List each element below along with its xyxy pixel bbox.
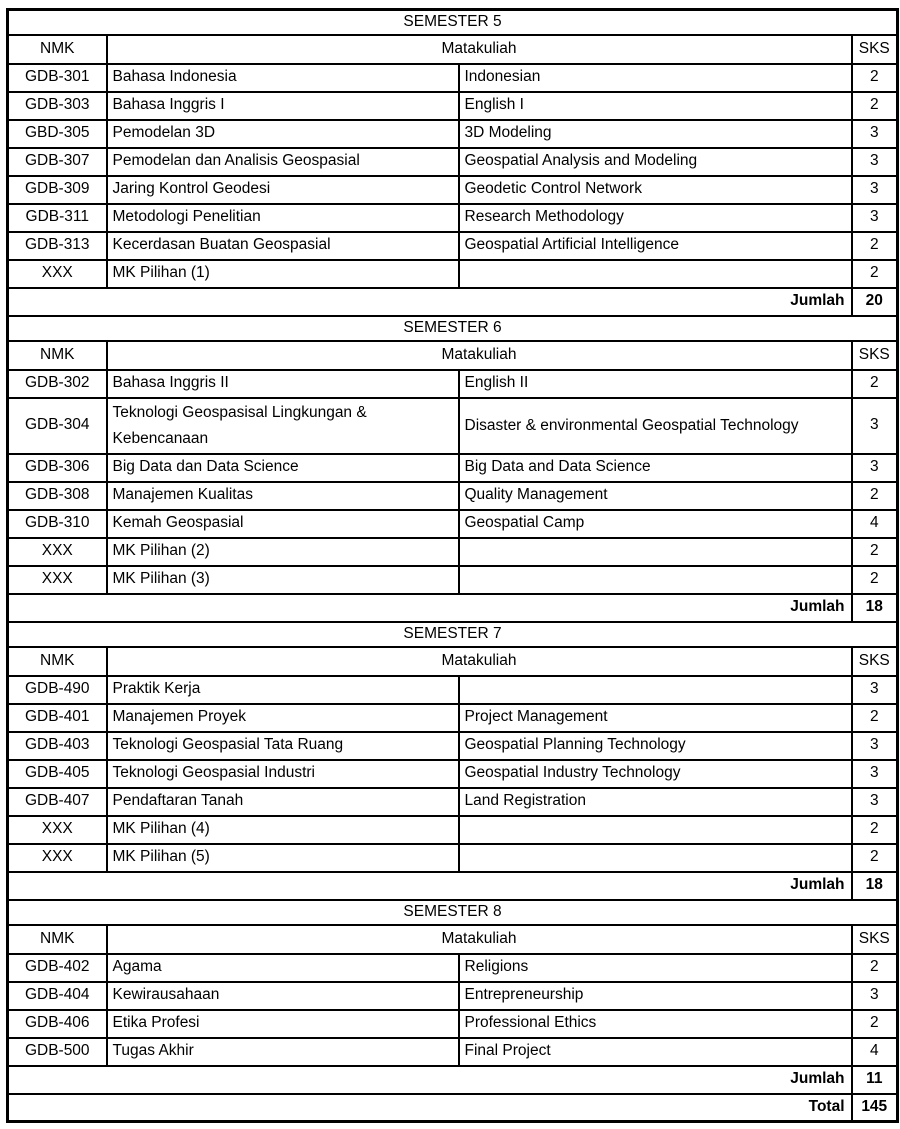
course-row (8, 982, 898, 1010)
course-name-en-cell (459, 566, 852, 594)
course-sks-cell: 2 (852, 232, 898, 260)
course-sks-cell: 3 (852, 676, 898, 704)
course-row (8, 816, 898, 844)
jumlah-label-cell: Jumlah (8, 1066, 852, 1094)
total-value-cell: 145 (852, 1094, 898, 1122)
course-name-id-cell: Praktik Kerja (107, 676, 459, 704)
sks-column-header: SKS (852, 925, 898, 954)
course-name-id-cell: Teknologi Geospasial Tata Ruang (107, 732, 459, 760)
curriculum-table (6, 8, 899, 1123)
course-code-cell: GDB-406 (8, 1010, 107, 1038)
course-name-en-cell: Geospatial Planning Technology (459, 732, 852, 760)
course-row (8, 844, 898, 872)
course-sks-cell: 4 (852, 510, 898, 538)
semester-title: SEMESTER 6 (8, 316, 898, 341)
nmk-column-header: NMK (8, 341, 107, 370)
course-name-id-cell: Tugas Akhir (107, 1038, 459, 1066)
matakuliah-column-header: Matakuliah (107, 35, 852, 64)
course-name-en-cell: Disaster & environmental Geospatial Technology (459, 398, 852, 454)
course-name-id-cell: MK Pilihan (1) (107, 260, 459, 288)
course-name-id-cell: Kewirausahaan (107, 982, 459, 1010)
course-name-en-cell (459, 538, 852, 566)
course-sks-cell: 3 (852, 398, 898, 454)
course-code-cell: GDB-405 (8, 760, 107, 788)
course-code-cell: GDB-301 (8, 64, 107, 92)
total-label-cell: Total (8, 1094, 852, 1122)
course-name-en-cell: English I (459, 92, 852, 120)
course-code-cell: GDB-307 (8, 148, 107, 176)
course-sks-cell: 2 (852, 954, 898, 982)
course-row (8, 1038, 898, 1066)
course-row (8, 676, 898, 704)
sks-column-header: SKS (852, 341, 898, 370)
total-row (8, 1094, 898, 1122)
column-header-row (8, 925, 898, 954)
column-header-row (8, 341, 898, 370)
course-sks-cell: 2 (852, 538, 898, 566)
course-row (8, 954, 898, 982)
course-row (8, 1010, 898, 1038)
matakuliah-column-header: Matakuliah (107, 925, 852, 954)
course-row (8, 760, 898, 788)
course-name-id-cell: Pemodelan 3D (107, 120, 459, 148)
course-sks-cell: 2 (852, 64, 898, 92)
course-code-cell: XXX (8, 816, 107, 844)
course-row (8, 566, 898, 594)
course-row (8, 732, 898, 760)
course-name-en-cell: English II (459, 370, 852, 398)
course-sks-cell: 2 (852, 482, 898, 510)
jumlah-value-cell: 18 (852, 872, 898, 900)
sks-column-header: SKS (852, 647, 898, 676)
course-row (8, 538, 898, 566)
course-row (8, 64, 898, 92)
course-code-cell: XXX (8, 844, 107, 872)
course-name-id-cell: Bahasa Inggris II (107, 370, 459, 398)
nmk-column-header: NMK (8, 647, 107, 676)
course-code-cell: XXX (8, 566, 107, 594)
course-name-en-cell: Indonesian (459, 64, 852, 92)
course-name-id-cell: Bahasa Indonesia (107, 64, 459, 92)
course-name-en-cell: Geospatial Industry Technology (459, 760, 852, 788)
course-code-cell: GDB-304 (8, 398, 107, 454)
semester-title: SEMESTER 8 (8, 900, 898, 925)
course-row (8, 204, 898, 232)
course-name-id-cell: Manajemen Proyek (107, 704, 459, 732)
jumlah-row (8, 872, 898, 900)
course-name-id-cell: Big Data dan Data Science (107, 454, 459, 482)
course-sks-cell: 4 (852, 1038, 898, 1066)
course-sks-cell: 2 (852, 566, 898, 594)
course-code-cell: XXX (8, 260, 107, 288)
course-name-id-cell: MK Pilihan (5) (107, 844, 459, 872)
course-code-cell: GDB-404 (8, 982, 107, 1010)
course-code-cell: GDB-309 (8, 176, 107, 204)
course-name-id-cell: Kemah Geospasial (107, 510, 459, 538)
course-sks-cell: 2 (852, 1010, 898, 1038)
course-row (8, 704, 898, 732)
course-name-en-cell: Quality Management (459, 482, 852, 510)
course-name-id-cell: Etika Profesi (107, 1010, 459, 1038)
course-row (8, 92, 898, 120)
course-code-cell: GDB-308 (8, 482, 107, 510)
course-name-id-cell: Manajemen Kualitas (107, 482, 459, 510)
course-code-cell: XXX (8, 538, 107, 566)
nmk-column-header: NMK (8, 35, 107, 64)
course-sks-cell: 3 (852, 732, 898, 760)
course-name-en-cell (459, 844, 852, 872)
jumlah-label-cell: Jumlah (8, 594, 852, 622)
matakuliah-column-header: Matakuliah (107, 647, 852, 676)
course-name-en-cell: Religions (459, 954, 852, 982)
course-row (8, 510, 898, 538)
course-name-id-cell: MK Pilihan (3) (107, 566, 459, 594)
course-name-en-cell: 3D Modeling (459, 120, 852, 148)
column-header-row (8, 35, 898, 64)
course-row (8, 788, 898, 816)
course-name-id-cell: Jaring Kontrol Geodesi (107, 176, 459, 204)
semester-title-row (8, 900, 898, 925)
course-code-cell: GDB-401 (8, 704, 107, 732)
course-sks-cell: 2 (852, 844, 898, 872)
semester-title-row (8, 622, 898, 647)
course-code-cell: GDB-310 (8, 510, 107, 538)
course-name-id-cell: Pendaftaran Tanah (107, 788, 459, 816)
course-name-id-cell: Bahasa Inggris I (107, 92, 459, 120)
jumlah-row (8, 594, 898, 622)
jumlah-value-cell: 20 (852, 288, 898, 316)
course-name-en-cell: Geospatial Camp (459, 510, 852, 538)
course-name-en-cell (459, 676, 852, 704)
jumlah-value-cell: 11 (852, 1066, 898, 1094)
course-code-cell: GDB-490 (8, 676, 107, 704)
course-name-en-cell: Geospatial Analysis and Modeling (459, 148, 852, 176)
course-row (8, 260, 898, 288)
course-name-en-cell: Entrepreneurship (459, 982, 852, 1010)
course-code-cell: GDB-313 (8, 232, 107, 260)
course-sks-cell: 2 (852, 816, 898, 844)
course-name-en-cell: Land Registration (459, 788, 852, 816)
course-name-en-cell (459, 816, 852, 844)
course-code-cell: GDB-500 (8, 1038, 107, 1066)
course-row (8, 176, 898, 204)
course-code-cell: GDB-306 (8, 454, 107, 482)
curriculum-table-body (8, 10, 898, 1122)
nmk-column-header: NMK (8, 925, 107, 954)
course-row (8, 120, 898, 148)
course-row (8, 232, 898, 260)
course-row (8, 370, 898, 398)
semester-title: SEMESTER 7 (8, 622, 898, 647)
course-sks-cell: 3 (852, 176, 898, 204)
course-name-id-cell: Pemodelan dan Analisis Geospasial (107, 148, 459, 176)
course-code-cell: GDB-407 (8, 788, 107, 816)
course-sks-cell: 2 (852, 92, 898, 120)
course-code-cell: GDB-302 (8, 370, 107, 398)
course-sks-cell: 3 (852, 120, 898, 148)
course-sks-cell: 3 (852, 148, 898, 176)
course-name-en-cell: Professional Ethics (459, 1010, 852, 1038)
course-code-cell: GDB-303 (8, 92, 107, 120)
course-name-en-cell: Project Management (459, 704, 852, 732)
course-sks-cell: 3 (852, 760, 898, 788)
column-header-row (8, 647, 898, 676)
course-name-id-cell: Teknologi Geospasial Industri (107, 760, 459, 788)
course-row (8, 454, 898, 482)
jumlah-value-cell: 18 (852, 594, 898, 622)
semester-title-row (8, 316, 898, 341)
semester-title-row (8, 10, 898, 35)
course-sks-cell: 3 (852, 982, 898, 1010)
course-sks-cell: 2 (852, 260, 898, 288)
course-name-en-cell: Research Methodology (459, 204, 852, 232)
course-code-cell: GDB-311 (8, 204, 107, 232)
jumlah-label-cell: Jumlah (8, 288, 852, 316)
course-code-cell: GDB-402 (8, 954, 107, 982)
course-sks-cell: 3 (852, 454, 898, 482)
course-name-en-cell (459, 260, 852, 288)
course-code-cell: GBD-305 (8, 120, 107, 148)
jumlah-row (8, 1066, 898, 1094)
course-row (8, 482, 898, 510)
course-name-id-cell: Kecerdasan Buatan Geospasial (107, 232, 459, 260)
course-name-id-cell: MK Pilihan (2) (107, 538, 459, 566)
course-name-en-cell: Final Project (459, 1038, 852, 1066)
course-name-en-cell: Geodetic Control Network (459, 176, 852, 204)
jumlah-label-cell: Jumlah (8, 872, 852, 900)
course-row (8, 148, 898, 176)
course-name-id-cell: Teknologi Geospasisal Lingkungan & Kebencanaan (107, 398, 459, 454)
course-sks-cell: 2 (852, 704, 898, 732)
semester-title: SEMESTER 5 (8, 10, 898, 35)
course-name-en-cell: Big Data and Data Science (459, 454, 852, 482)
course-row (8, 398, 898, 454)
course-sks-cell: 3 (852, 204, 898, 232)
course-sks-cell: 3 (852, 788, 898, 816)
jumlah-row (8, 288, 898, 316)
course-code-cell: GDB-403 (8, 732, 107, 760)
course-name-id-cell: Agama (107, 954, 459, 982)
course-name-en-cell: Geospatial Artificial Intelligence (459, 232, 852, 260)
matakuliah-column-header: Matakuliah (107, 341, 852, 370)
sks-column-header: SKS (852, 35, 898, 64)
course-name-id-cell: MK Pilihan (4) (107, 816, 459, 844)
course-name-id-cell: Metodologi Penelitian (107, 204, 459, 232)
course-sks-cell: 2 (852, 370, 898, 398)
